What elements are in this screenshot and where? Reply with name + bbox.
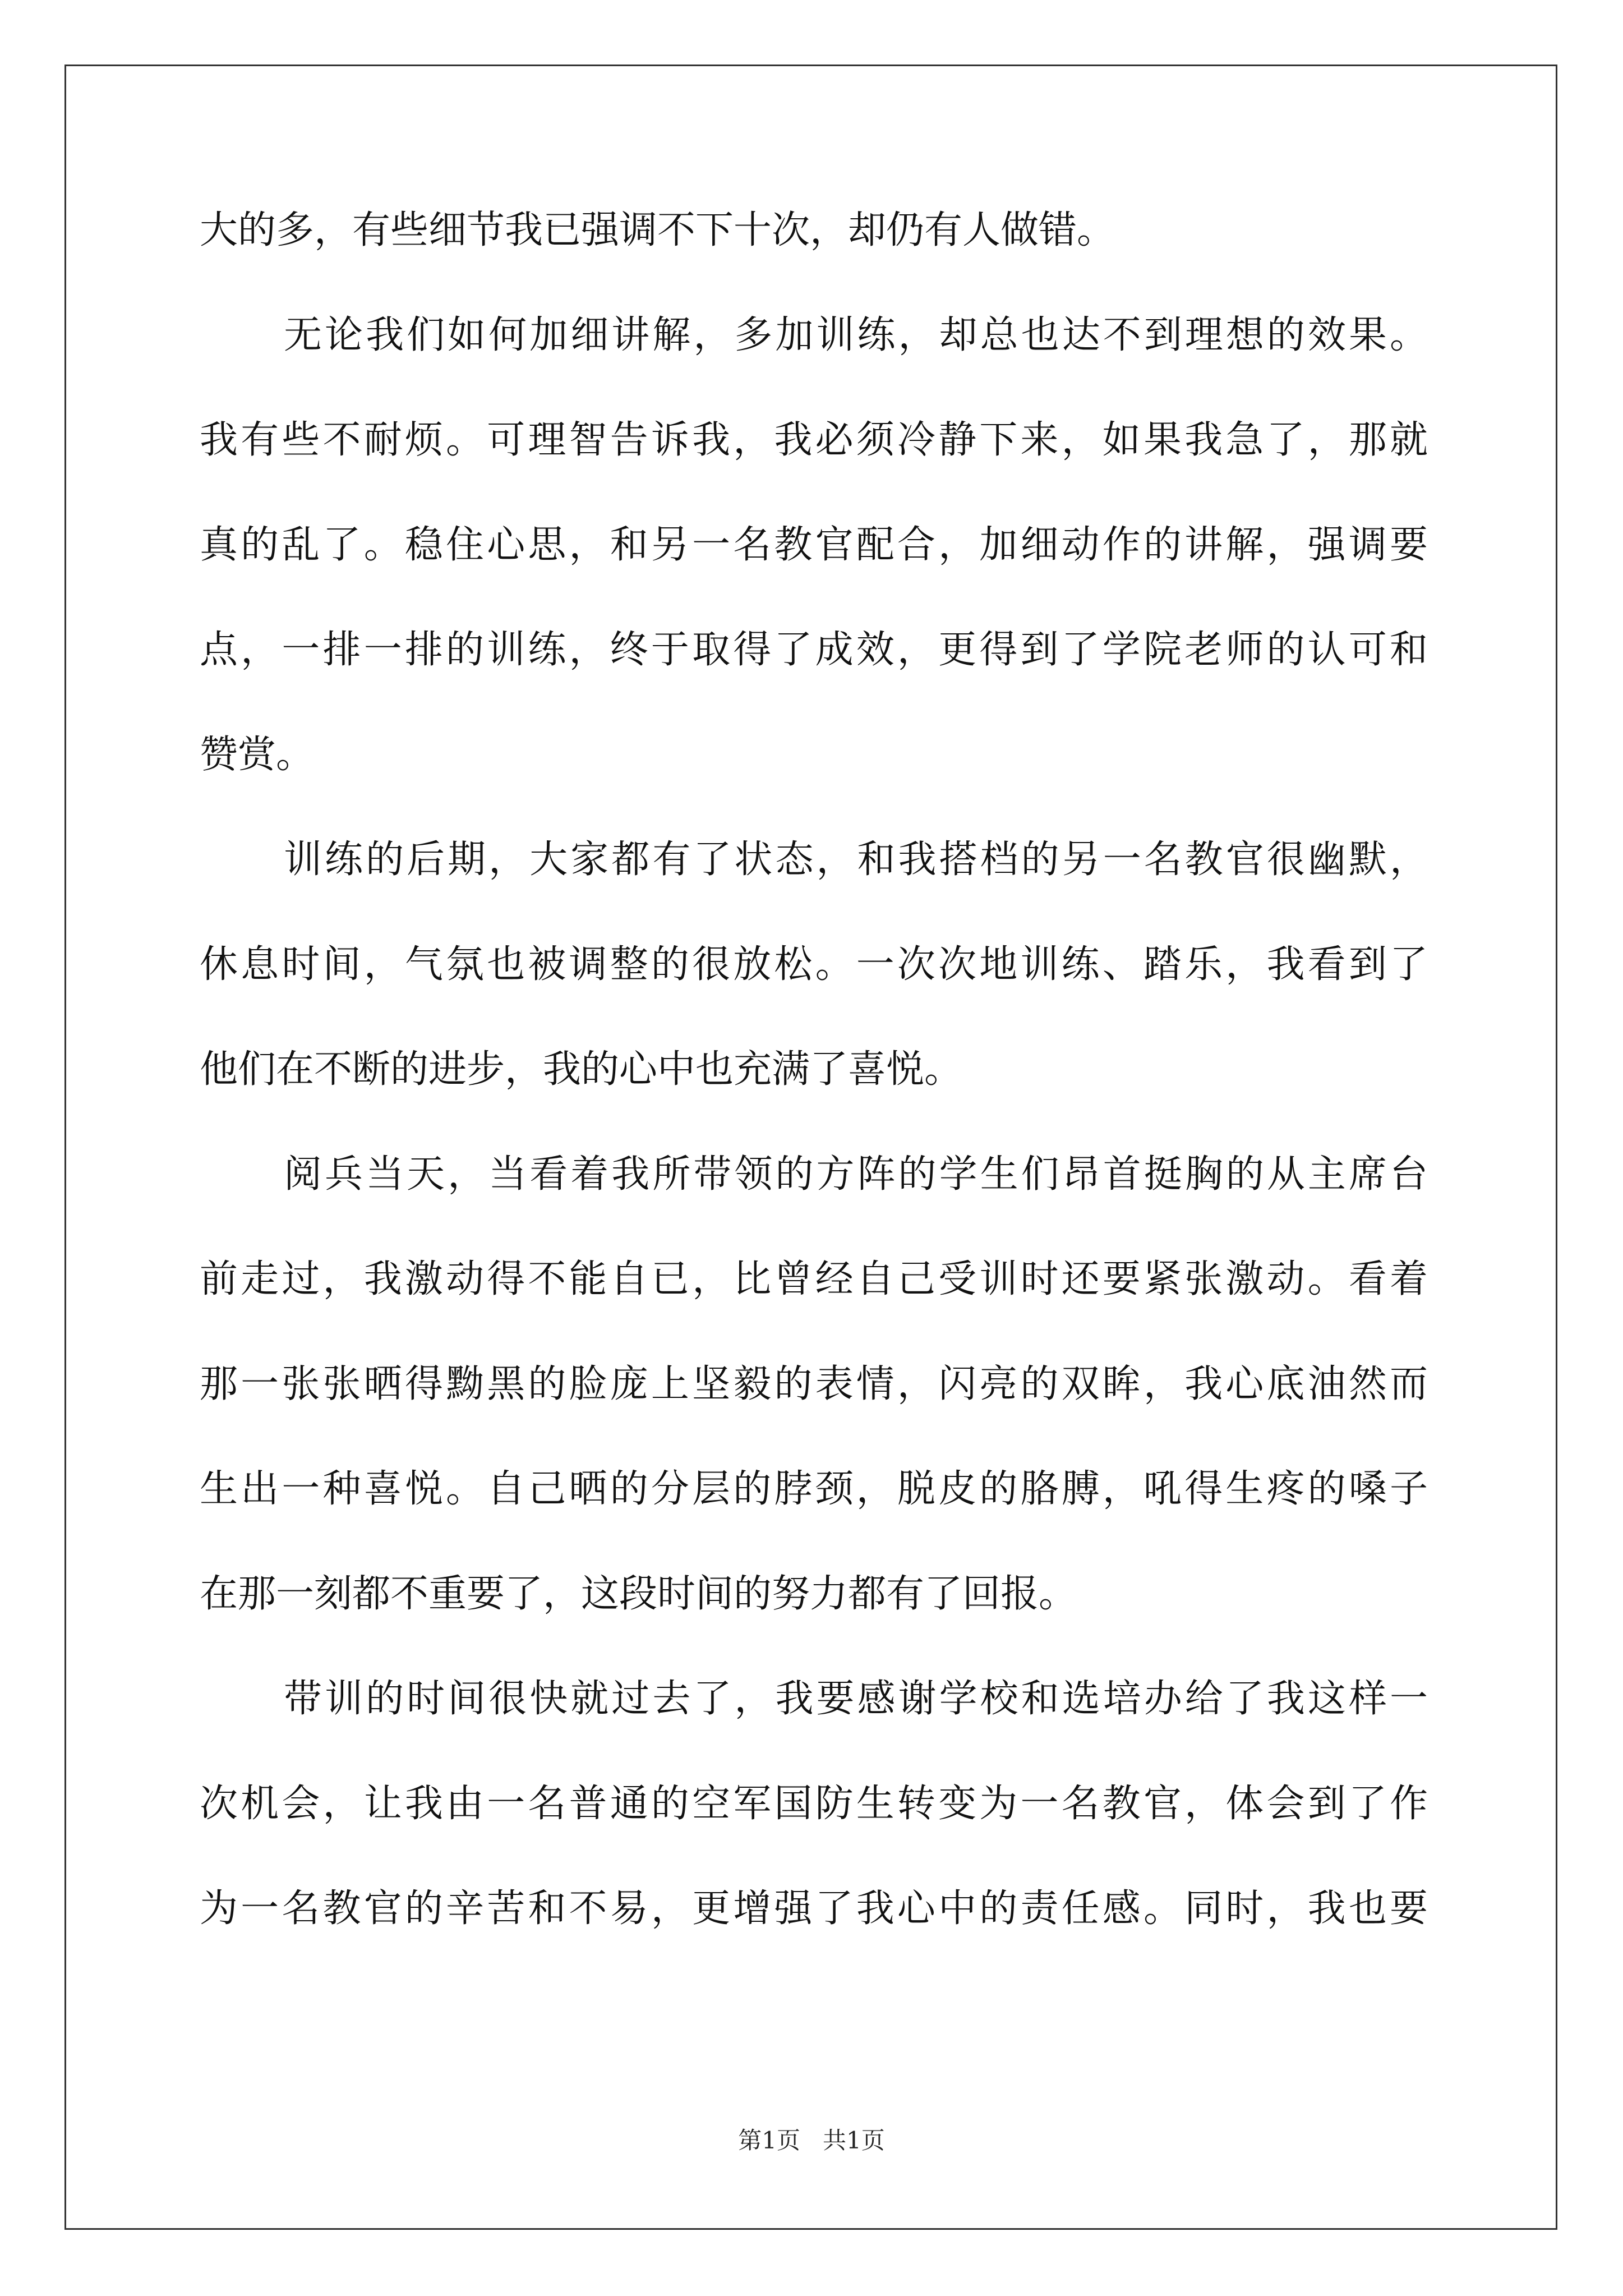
body-line: 带训的时间很快就过去了，我要感谢学校和选培办给了我这样一 [284, 1677, 1428, 1721]
page-number: 第1页 [738, 2127, 800, 2154]
page-total: 共1页 [823, 2127, 885, 2154]
body-line: 无论我们如何加细讲解，多加训练，却总也达不到理想的效果。 [284, 313, 1428, 357]
page-footer [0, 2124, 1623, 2157]
body-line: 大的多，有些细节我已强调不下十次，却仍有人做错。 [200, 208, 1115, 252]
body-line: 我有些不耐烦。可理智告诉我，我必须冷静下来，如果我急了，那就 [200, 418, 1428, 462]
body-line: 阅兵当天，当看着我所带领的方阵的学生们昂首挺胸的从主席台 [284, 1152, 1428, 1197]
body-line: 为一名教官的辛苦和不易，更增强了我心中的责任感。同时，我也要 [200, 1887, 1428, 1931]
document-body [200, 203, 1428, 1986]
body-line: 他们在不断的进步，我的心中也充满了喜悦。 [200, 1047, 963, 1092]
body-line: 那一张张晒得黝黑的脸庞上坚毅的表情，闪亮的双眸，我心底油然而 [200, 1362, 1428, 1406]
body-line: 前走过，我激动得不能自已，比曾经自己受训时还要紧张激动。看着 [200, 1257, 1428, 1301]
body-line: 点，一排一排的训练，终于取得了成效，更得到了学院老师的认可和 [200, 628, 1428, 672]
body-line: 次机会，让我由一名普通的空军国防生转变为一名教官，体会到了作 [200, 1782, 1428, 1826]
body-line: 训练的后期，大家都有了状态，和我搭档的另一名教官很幽默， [284, 838, 1428, 882]
body-line: 赞赏。 [200, 733, 315, 777]
body-line: 在那一刻都不重要了，这段时间的努力都有了回报。 [200, 1572, 1077, 1616]
body-line: 休息时间，气氛也被调整的很放松。一次次地训练、踏乐，我看到了 [200, 942, 1428, 987]
body-line: 生出一种喜悦。自己晒的分层的脖颈，脱皮的胳膊，吼得生疼的嗓子 [200, 1467, 1428, 1511]
body-line: 真的乱了。稳住心思，和另一名教官配合，加细动作的讲解，强调要 [200, 523, 1428, 567]
